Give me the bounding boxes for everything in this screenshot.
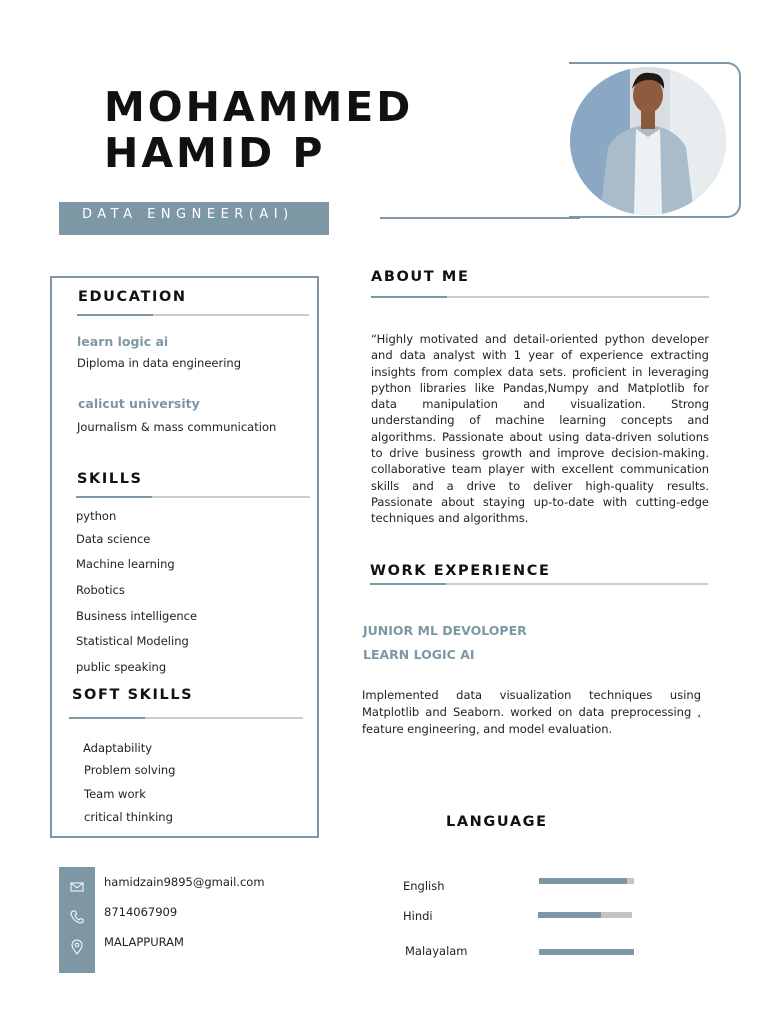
- location-text: MALAPPURAM: [104, 935, 184, 949]
- education-rule: [77, 314, 309, 316]
- language-bar-track: [539, 878, 634, 884]
- skill-item: Business intelligence: [76, 609, 198, 623]
- skill-item: Statistical Modeling: [76, 634, 189, 648]
- job-title: DATA ENGNEER(AI): [82, 207, 294, 222]
- work-company: LEARN LOGIC AI: [363, 647, 475, 662]
- skills-heading: SKILLS: [77, 471, 143, 487]
- name-line-1: MOHAMMED: [104, 83, 414, 131]
- full-name: [104, 84, 413, 176]
- location-pin-icon: [69, 939, 85, 955]
- language-bar-fill: [539, 949, 634, 955]
- soft-skill-item: Team work: [84, 787, 146, 801]
- language-bar-fill: [539, 878, 627, 884]
- language-heading: LANGUAGE: [446, 814, 548, 830]
- work-description: Implemented data visualization techniques using Matplotlib and Seaborn. worked on data preprocessing , feature engineering, and model evaluation.: [362, 688, 701, 736]
- education-institution-2: calicut university: [78, 396, 200, 411]
- education-institution-1: learn logic ai: [77, 334, 169, 349]
- language-label: Malayalam: [405, 944, 468, 958]
- about-paragraph: “Highly motivated and detail-oriented python developer and data analyst with 1 year of experience extracting insights from complex data sets. proficient in leveraging python libraries like Pandas,Numpy and Matplotlib for data manipulation and visualization. Strong understanding of machine learning concepts and algorithms. Passionate about using data-driven solutions to drive business growth and improve decision-making. collaborative team player with excellent communication skills and a drive to deliver high-quality results. Passionate about staying up-to-date with cutting-edge techniques and algorithms.: [371, 332, 709, 526]
- language-bar-track: [539, 949, 634, 955]
- soft-skill-item: Adaptability: [83, 741, 153, 755]
- skill-item: Data science: [76, 532, 151, 546]
- about-rule: [371, 296, 709, 298]
- skill-item: public speaking: [76, 660, 167, 674]
- header-divider: [380, 217, 580, 219]
- soft-skill-item: Problem solving: [84, 763, 176, 777]
- education-program-1: Diploma in data engineering: [77, 356, 241, 370]
- skill-item: Robotics: [76, 583, 125, 597]
- language-bar-track: [538, 912, 632, 918]
- language-bar-fill: [538, 912, 601, 918]
- soft-skills-rule: [69, 717, 303, 719]
- profile-photo: [570, 67, 726, 215]
- soft-skill-item: critical thinking: [84, 810, 173, 824]
- education-program-2: Journalism & mass communication: [77, 420, 277, 434]
- mail-icon: [69, 879, 85, 895]
- email-text: hamidzain9895@gmail.com: [104, 875, 265, 889]
- work-rule: [370, 583, 708, 585]
- name-line-2: HAMID P: [104, 129, 326, 177]
- skill-item: python: [76, 509, 117, 523]
- skill-item: Machine learning: [76, 557, 175, 571]
- phone-icon: [69, 909, 85, 925]
- phone-text: 8714067909: [104, 905, 178, 919]
- skills-rule: [76, 496, 310, 498]
- education-heading: EDUCATION: [78, 289, 187, 305]
- work-position: JUNIOR ML DEVOLOPER: [363, 623, 527, 638]
- work-heading: WORK EXPERIENCE: [370, 563, 551, 579]
- about-heading: ABOUT ME: [371, 269, 470, 285]
- soft-skills-heading: SOFT SKILLS: [72, 687, 194, 703]
- language-label: Hindi: [403, 909, 433, 923]
- language-label: English: [403, 879, 445, 893]
